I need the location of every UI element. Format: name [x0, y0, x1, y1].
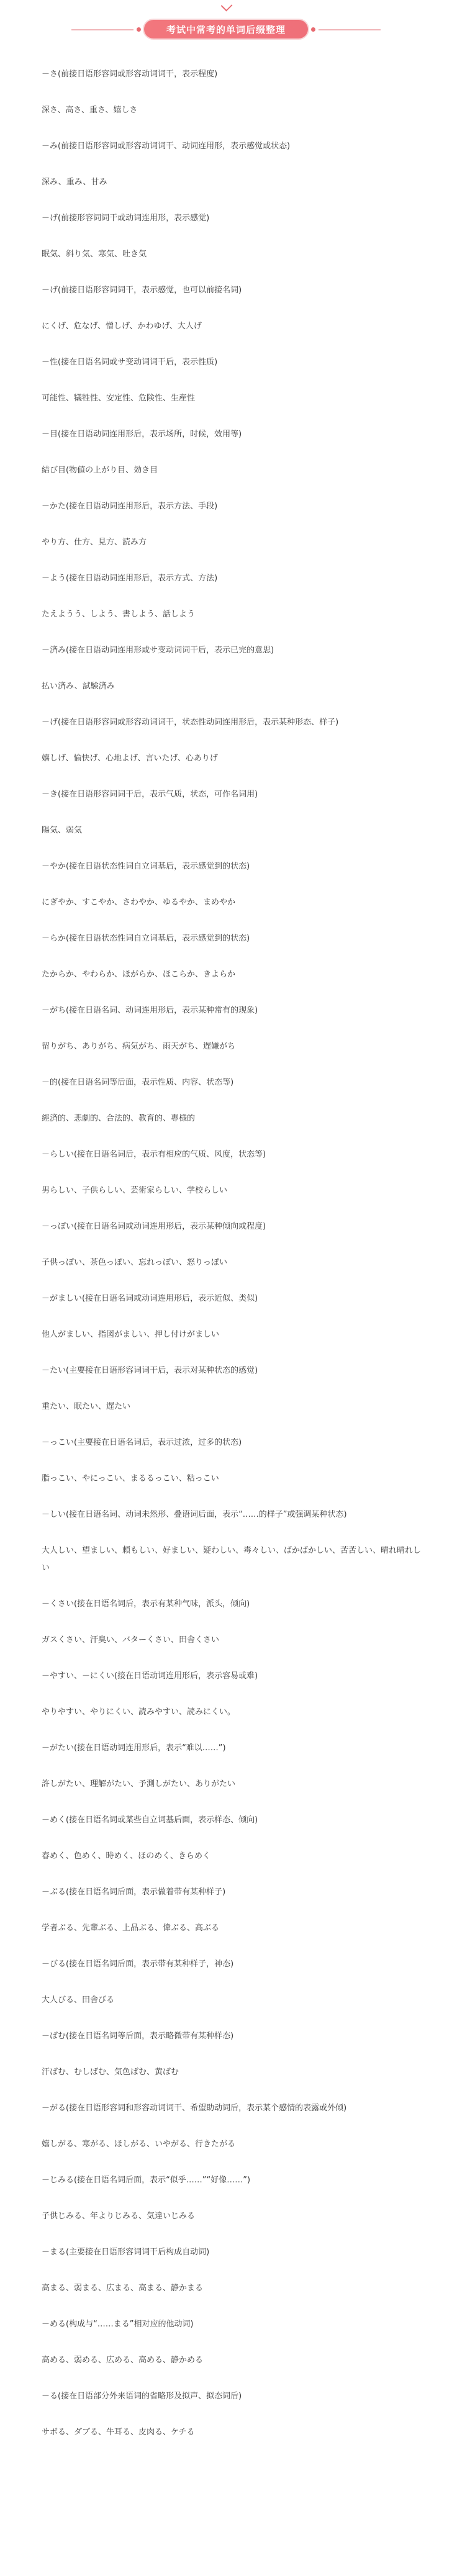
suffix-rule: －くさい(接在日语名词后，表示有某种气味，派头，倾向) — [42, 1599, 250, 1609]
suffix-rule: －びる(接在日语名词后面，表示带有某种样子，神态) — [42, 1959, 234, 1969]
suffix-examples: 脂っこい、やにっこい、まるるっこい、粘っこい — [42, 1474, 219, 1483]
suffix-examples: 留りがち、ありがち、病気がち、雨天がち、遅嫌がち — [42, 1042, 236, 1051]
suffix-examples: 結び目(物値の上がり目、効き目 — [42, 466, 158, 475]
suffix-examples: 眠気、斜り気、寒気、吐き気 — [42, 250, 147, 259]
suffix-examples: 高まる、弱まる、広まる、高まる、静かまる — [42, 2284, 204, 2293]
suffix-list — [0, 66, 452, 2460]
suffix-examples: 他人がましい、指図がましい、押し付けがましい — [42, 1330, 220, 1339]
suffix-examples: 学者ぶる、先輩ぶる、上品ぶる、偉ぶる、高ぶる — [42, 1923, 220, 1933]
suffix-examples: にくげ、危なげ、憎しげ、かわゆげ、大人げ — [42, 322, 202, 331]
suffix-rule: －性(接在日语名词或サ变动词词干后，表示性质) — [42, 358, 218, 367]
suffix-examples: 高める、弱める、広める、高める、静かめる — [42, 2356, 204, 2365]
suffix-examples: 大人しい、望ましい、頼もしい、好ましい、疑わしい、毒々しい、ばかばかしい、苦苦しい、晴れ晴れしい — [42, 1546, 422, 1573]
header-dot-right — [311, 27, 315, 32]
suffix-rule: －き(接在日语形容词词干后，表示气质，状态，可作名词用) — [42, 790, 258, 799]
suffix-examples: 經済的、悲劇的、合法的、教育的、專様的 — [42, 1114, 196, 1123]
suffix-rule: －がち(接在日语名词、动词连用形后，表示某种常有的现象) — [42, 1006, 258, 1015]
suffix-examples: 許しがたい、理解がたい、予測しがたい、ありがたい — [42, 1779, 236, 1789]
suffix-examples: 嬉しがる、寒がる、ほしがる、いやがる、行きたがる — [42, 2140, 236, 2149]
suffix-rule: －よう(接在日语动词连用形后，表示方式、方法) — [42, 574, 218, 583]
suffix-rule: －げ(前接形容词词干或动词连用形，表示感觉) — [42, 214, 210, 223]
suffix-rule: －み(前接日语形容词或形容动词词干、动词连用形，表示感觉或状态) — [42, 142, 291, 151]
suffix-examples: 汗ばむ、むしばむ、気色ばむ、黄ばむ — [42, 2068, 179, 2077]
suffix-rule: －やか(接在日语状态性词自立词基后，表示感觉到的状态) — [42, 862, 250, 871]
suffix-rule: －める(构成与“……まる”相对应的他动词) — [42, 2320, 194, 2329]
suffix-rule: －らか(接在日语状态性词自立词基后，表示感觉到的状态) — [42, 934, 250, 943]
section-title: 考试中常考的单词后缀整理 — [144, 20, 308, 38]
suffix-rule: －る(接在日语部分外来语词的省略形及拟声、拟态词后) — [42, 2392, 242, 2401]
suffix-examples: 子供っぽい、茶色っぽい、忘れっぽい、怒りっぽい — [42, 1258, 228, 1267]
suffix-rule: －らしい(接在日语名词后，表示有相应的气质、风度，状态等) — [42, 1150, 266, 1159]
chevron-down-icon[interactable] — [221, 0, 233, 11]
suffix-rule: －たい(主要接在日语形容词词干后，表示对某种状态的感觉) — [42, 1366, 258, 1375]
suffix-examples: 重たい、眠たい、遅たい — [42, 1402, 131, 1411]
suffix-rule: －じみる(接在日语名词后面，表示“似乎……”“好像……”) — [42, 2176, 251, 2185]
suffix-examples: やり方、仕方、見方、読み方 — [42, 538, 147, 547]
suffix-examples: 春めく、色めく、時めく、ほのめく、きらめく — [42, 1851, 210, 1861]
suffix-examples: 男らしい、子供らしい、芸術家らしい、学校らしい — [42, 1186, 228, 1195]
suffix-rule: －しい(接在日语名词、动词未然形、叠语词后面，表示“……的样子”或强调某种状态) — [42, 1510, 347, 1519]
suffix-examples: 陽気、弱気 — [42, 826, 83, 835]
suffix-examples: 子供じみる、年よりじみる、気違いじみる — [42, 2212, 196, 2221]
suffix-rule: －がたい(接在日语动词连用形后，表示“难以……”) — [42, 1743, 226, 1753]
suffix-rule: －っこい(主要接在日语名词后，表示过浓，过多的状态) — [42, 1438, 242, 1447]
suffix-examples: やりやすい、やりにくい、読みやすい、読みにくい。 — [42, 1707, 236, 1717]
suffix-rule: －済み(接在日语动词连用形或サ变动词词干后，表示已完的意思) — [42, 646, 274, 655]
suffix-rule: －っぽい(接在日语名词或动词连用形后，表示某种倾向或程度) — [42, 1222, 266, 1231]
header-dot-left — [137, 27, 141, 32]
suffix-examples: 深み、重み、甘み — [42, 178, 107, 187]
suffix-rule: －目(接在日语动词连用形后，表示场所，时候，效用等) — [42, 430, 242, 439]
suffix-examples: たからか、やわらか、ほがらか、ほこらか、きよらか — [42, 970, 236, 979]
suffix-rule: －まる(主要接在日语形容词词干后构成自动词) — [42, 2248, 210, 2257]
section-header — [0, 17, 452, 42]
suffix-rule: －げ(接在日语形容词或形容动词词干，状态性动词连用形后，表示某种形态、样子) — [42, 718, 339, 727]
suffix-rule: －やすい、－にくい(接在日语动词连用形后，表示容易或难) — [42, 1671, 258, 1681]
suffix-examples: にぎやか、すこやか、さわやか、ゆるやか、まめやか — [42, 898, 236, 907]
suffix-examples: ガスくさい、汗臭い、バターくさい、田舎くさい — [42, 1635, 220, 1645]
suffix-examples: 可能性、犠牲性、安定性、危険性、生産性 — [42, 394, 196, 403]
suffix-rule: －かた(接在日语动词连用形后，表示方法、手段) — [42, 502, 218, 511]
suffix-examples: 嬉しげ、愉快げ、心地よげ、言いたげ、心ありげ — [42, 754, 218, 763]
suffix-rule: －げ(前接日语形容词词干，表示感觉，也可以前接名词) — [42, 286, 242, 295]
suffix-examples: サボる、ダブる、牛耳る、皮肉る、ケチる — [42, 2428, 195, 2437]
suffix-examples: たえようう、しよう、書しよう、話しよう — [42, 610, 196, 619]
suffix-rule: －ぶる(接在日语名词后面，表示做着带有某种样子) — [42, 1887, 226, 1897]
suffix-rule: －さ(前接日语形容词或形容动词词干，表示程度) — [42, 70, 218, 79]
suffix-rule: －ばむ(接在日语名词等后面，表示略微带有某种样态) — [42, 2031, 234, 2041]
header-divider-left — [71, 29, 133, 30]
suffix-examples: 大人びる、田舎びる — [42, 1995, 115, 2005]
header-divider-right — [319, 29, 381, 30]
suffix-rule: －がる(接在日语形容词和形容动词词干、希望助动词后，表示某个感情的表露或外倾) — [42, 2104, 347, 2113]
suffix-rule: －めく(接在日语名词或某些自立词基后面，表示样态、倾向) — [42, 1815, 258, 1825]
suffix-examples: 深さ、高さ、重さ、嬉しさ — [42, 106, 138, 115]
suffix-rule: －がましい(接在日语名词或动词连用形后，表示近似、类似) — [42, 1294, 258, 1303]
suffix-examples: 払い済み、試験済み — [42, 682, 115, 691]
suffix-rule: －的(接在日语名词等后面，表示性质、内容、状态等) — [42, 1078, 234, 1087]
